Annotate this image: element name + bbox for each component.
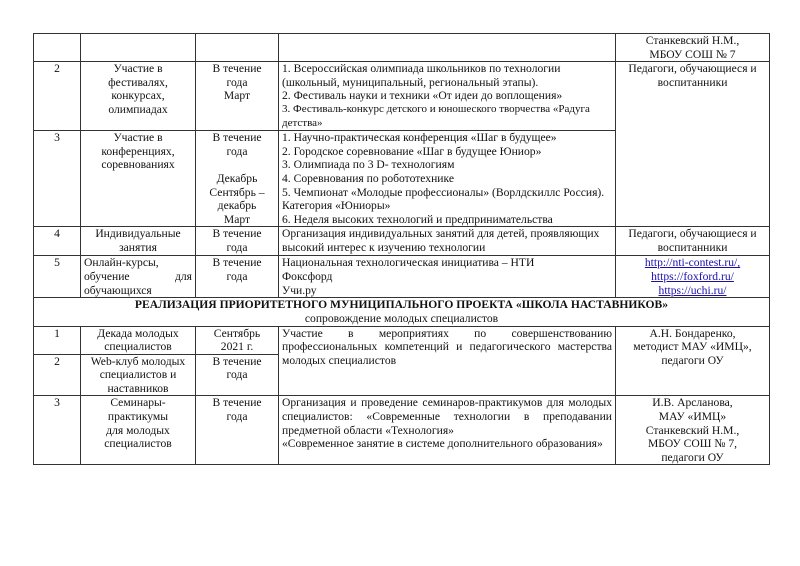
content-line: Учи.ру	[282, 283, 317, 297]
name-line: для молодых	[106, 423, 170, 437]
content-line: 1. Научно-практическая конференция «Шаг в будущее»	[282, 131, 557, 145]
content-line: 4. Соревнования по робототехнике	[282, 171, 454, 185]
period-line: Декабрь	[216, 171, 258, 185]
content-cell	[279, 62, 616, 131]
participants-cell	[616, 396, 770, 465]
participants-line: И.В. Арсланова,	[652, 396, 733, 410]
participants-line: МБОУ СОШ № 7,	[647, 437, 738, 451]
num-cell: 2	[34, 354, 81, 396]
participants-line: педагоги ОУ	[661, 353, 724, 367]
participants-cell	[616, 227, 770, 256]
period-line: декабрь	[217, 199, 257, 213]
participants-line: воспитанники	[657, 75, 728, 89]
name-line: конференциях,	[101, 144, 175, 158]
table-row	[34, 227, 770, 256]
period-line: В течение	[212, 396, 262, 410]
table-row	[34, 396, 770, 465]
participants-line: педагоги ОУ	[661, 450, 724, 464]
name-line: Web-клуб молодых	[90, 354, 186, 368]
period-line: года	[226, 269, 248, 283]
participants-line: воспитанники	[657, 240, 728, 254]
period-line: В течение	[212, 131, 262, 145]
name-cell	[81, 227, 196, 256]
content-line: Организация и проведение семинаров-практикумов для молодых специалистов: «Современные технологии в преподавании предметной области «Технология»	[282, 396, 612, 437]
nti-link[interactable]: http://nti-contest.ru/,	[644, 256, 741, 270]
name-cell	[81, 256, 196, 298]
content-cell	[279, 34, 616, 62]
period-cell	[196, 396, 279, 465]
period-cell	[196, 227, 279, 256]
num-cell: 3	[34, 396, 81, 465]
period-line: года	[226, 368, 248, 382]
name-cell	[81, 396, 196, 465]
participants-cell	[616, 326, 770, 396]
num-cell	[34, 34, 81, 62]
content-cell: Организация индивидуальных занятий для детей, проявляющих высокий интерес к изучению технологии	[279, 227, 616, 256]
period-line: Сентябрь –	[209, 185, 265, 199]
name-line: специалистов	[104, 437, 172, 451]
name-line: Участие в	[113, 62, 163, 76]
content-cell	[279, 131, 616, 227]
period-cell	[196, 34, 279, 62]
name-cell	[81, 62, 196, 131]
name-line: фестивалях,	[108, 75, 168, 89]
section-header	[34, 298, 770, 326]
content-cell: Участие в мероприятиях по совершенствованию профессиональных компетенций и педагогического мастерства молодых специалистов	[279, 326, 616, 396]
period-line: года	[226, 144, 248, 158]
content-line: «Современное занятие в системе дополнительного образования»	[282, 437, 603, 451]
period-line: года	[226, 75, 248, 89]
period-line	[199, 158, 275, 172]
period-line: В течение	[212, 62, 262, 76]
period-line: года	[226, 240, 248, 254]
period-line: В течение	[212, 227, 262, 241]
table-row	[34, 326, 770, 354]
content-line: 1. Всероссийская олимпиада школьников по технологии (школьный, муниципальный, региональный этапы).	[282, 62, 561, 89]
period-cell	[196, 256, 279, 298]
period-cell	[196, 326, 279, 354]
name-cell	[81, 326, 196, 354]
table-row	[34, 256, 770, 298]
section-header-row	[34, 298, 770, 326]
content-line: 5. Чемпионат «Молодые профессионалы» (Ворлдскиллс Россия). Категория «Юниоры»	[282, 185, 605, 213]
participants-line: МБОУ СОШ № 7	[649, 47, 736, 61]
participants-line: МАУ «ИМЦ»	[658, 410, 727, 424]
name-line: Онлайн-курсы,	[84, 256, 159, 270]
name-line: соревнованиях	[101, 158, 175, 172]
participants-line: Станкевский Н.М.,	[645, 423, 740, 437]
foxford-link[interactable]: https://foxford.ru/	[651, 269, 734, 283]
events-table	[33, 33, 770, 465]
content-line: 3. Фестиваль-конкурс детского и юношеского творчества «Радуга детства»	[282, 102, 590, 129]
participants-line: А.Н. Бондаренко,	[649, 326, 736, 340]
content-line: Национальная технологическая инициатива – НТИ	[282, 256, 535, 270]
content-line: 3. Олимпиада по 3 D- технологиям	[282, 158, 455, 172]
name-cell	[81, 34, 196, 62]
content-line: Фоксфорд	[282, 269, 333, 283]
name-line: специалистов	[104, 340, 172, 354]
name-line: олимпиадах	[108, 102, 168, 116]
period-cell	[196, 354, 279, 396]
period-line: 2021 г.	[220, 340, 254, 354]
name-line: наставников	[107, 381, 169, 395]
num-cell: 3	[34, 131, 81, 227]
name-line: Семинары-	[110, 396, 166, 410]
name-cell	[81, 354, 196, 396]
num-cell: 1	[34, 326, 81, 354]
content-line: 6. Неделя высоких технологий и предпринимательства	[282, 212, 553, 226]
name-line: специалистов и	[99, 368, 177, 382]
name-line: конкурсах,	[111, 89, 165, 103]
period-line: Март	[223, 89, 251, 103]
name-line: обучение для	[84, 269, 192, 283]
period-cell	[196, 131, 279, 227]
num-cell: 5	[34, 256, 81, 298]
participants-cell	[616, 62, 770, 227]
period-line: В течение	[212, 256, 262, 270]
uchi-link[interactable]: https://uchi.ru/	[658, 283, 727, 297]
table-row	[34, 62, 770, 131]
participants-line: Педагоги, обучающиеся и	[628, 62, 757, 76]
participants-line: Станкевский Н.М.,	[645, 34, 740, 47]
content-cell	[279, 396, 616, 465]
section-title: РЕАЛИЗАЦИЯ ПРИОРИТЕТНОГО МУНИЦИПАЛЬНОГО ПРОЕКТА «ШКОЛА НАСТАВНИКОВ»	[134, 298, 669, 312]
content-line: 2. Городское соревнование «Шаг в будущее Юниор»	[282, 144, 542, 158]
period-line: Сентябрь	[213, 326, 261, 340]
num-cell: 2	[34, 62, 81, 131]
period-cell	[196, 62, 279, 131]
content-cell	[279, 256, 616, 298]
name-line: обучающихся	[84, 283, 152, 297]
name-line: практикумы	[107, 410, 169, 424]
participants-line: Педагоги, обучающиеся и	[628, 227, 757, 241]
name-cell	[81, 131, 196, 227]
links-cell	[616, 256, 770, 298]
section-subtitle: сопровождение молодых специалистов	[304, 311, 499, 325]
participants-cell	[616, 34, 770, 62]
participants-line: методист МАУ «ИМЦ»,	[633, 340, 752, 354]
name-line: Декада молодых	[97, 326, 179, 340]
period-line: Март	[223, 212, 251, 226]
name-line: занятия	[119, 240, 157, 254]
table-row	[34, 34, 770, 62]
name-line: Индивидуальные	[95, 227, 181, 241]
num-cell: 4	[34, 227, 81, 256]
period-line: года	[226, 410, 248, 424]
period-line: В течение	[212, 354, 262, 368]
name-line: Участие в	[113, 131, 163, 145]
content-line: 2. Фестиваль науки и техники «От идеи до воплощения»	[282, 89, 563, 103]
